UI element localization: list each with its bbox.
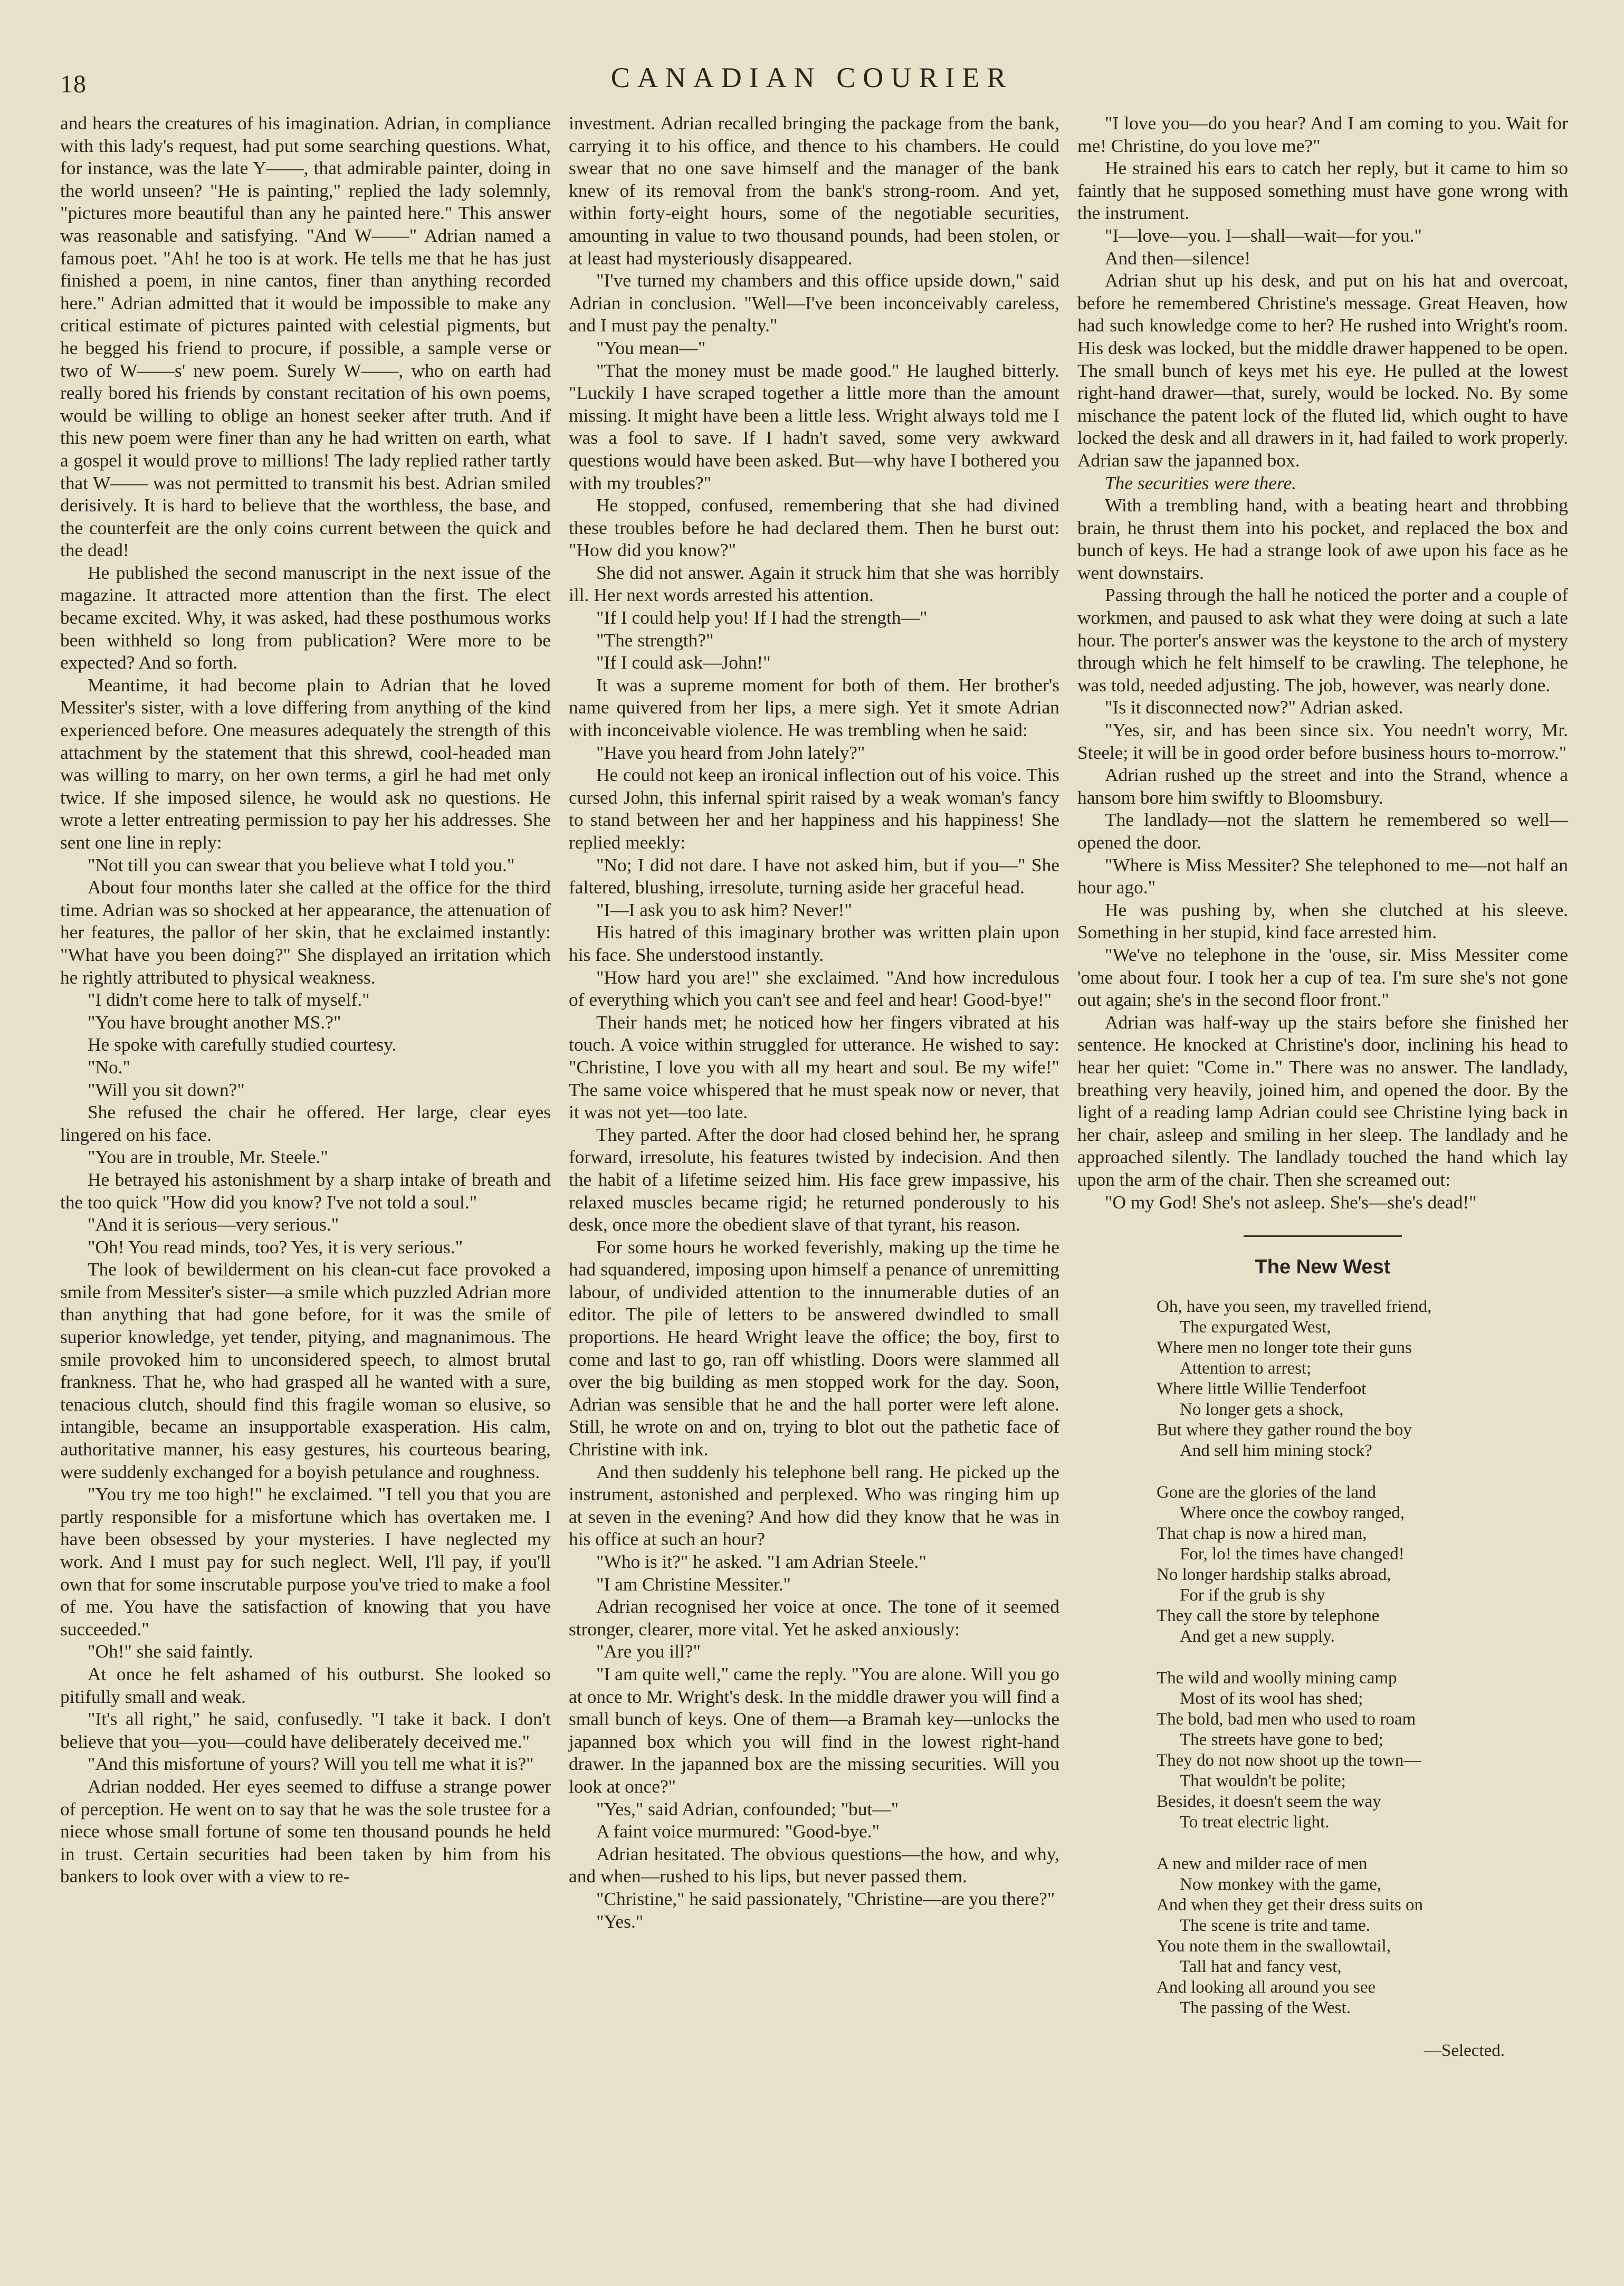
paragraph: The securities were there.: [1105, 472, 1296, 493]
paragraph: He spoke with carefully studied courtesy.: [88, 1034, 397, 1055]
paragraph: Adrian shut up his desk, and put on his hat and overcoat, before he remembered Christine's message. Great Heaven, how had such knowledge come to her? He rushed into Wright's room. His desk was locked, but the middle drawer happened to be open. The small bunch of keys met his eye. He pulled at the lowest right-hand drawer—that, surely, would be locked. No. By some mischance the patent lock of the fluted lid, which ought to have locked the desk and all drawers in it, had failed to work properly. Adrian saw the japanned box.: [1077, 270, 1568, 471]
paragraph: He could not keep an ironical inflection out of his voice. This cursed John, this infernal spirit raised by a weak woman's fancy to stand between her and her happiness and his happiness! She replied meekly:: [569, 764, 1059, 853]
paragraph: "And this misfortune of yours? Will you tell me what it is?": [88, 1753, 534, 1775]
story-conclusion: [1077, 112, 1568, 1213]
paragraph: Meantime, it had become plain to Adrian that he loved Messiter's sister, with a love differing from anything of the kind experienced before. One measures adequately the strength of this attachment by the statement that this shrewd, cool-headed man was willing to marry, on her own terms, a girl he had met only twice. If she imposed silence, he would ask no questions. He wrote a letter entreating permission to pay her his addresses. She sent one line in reply:: [60, 674, 551, 853]
paragraph: He published the second manuscript in the next issue of the magazine. It attracted more attention than the first. The elect became excited. Why, it was asked, had these posthumous works been withheld so long from publication? Were more to be expected? And so forth.: [60, 561, 551, 673]
paragraph: "You are in trouble, Mr. Steele.": [88, 1146, 328, 1168]
poem-line: Besides, it doesn't seem the way: [1157, 1792, 1381, 1811]
paragraph: His hatred of this imaginary brother was written plain upon his face. She understood instantly.: [569, 921, 1059, 965]
poem-line: You note them in the swallowtail,: [1157, 1936, 1391, 1956]
paragraph: "I—I ask you to ask him? Never!": [596, 899, 852, 920]
paragraph: "I am Christine Messiter.": [596, 1573, 791, 1595]
poem-line: And looking all around you see: [1157, 1977, 1376, 1997]
poem-line: That chap is now a hired man,: [1157, 1523, 1367, 1543]
paragraph: "No; I did not dare. I have not asked him, but if you—" She faltered, blushing, irresolute, turning aside her graceful head.: [569, 854, 1059, 898]
poem-line: But where they gather round the boy: [1157, 1420, 1412, 1440]
paragraph: "No.": [88, 1056, 130, 1078]
page-number: 18: [60, 70, 87, 98]
paragraph: "Oh! You read minds, too? Yes, it is very serious.": [88, 1236, 463, 1258]
poem-line: And get a new supply.: [1180, 1626, 1335, 1646]
text-column-1: [60, 112, 551, 1888]
paragraph: And then—silence!: [1105, 247, 1251, 269]
paragraph: "I've turned my chambers and this office upside down," said Adrian in conclusion. "Well—I've been inconceivably careless, and I must pay the penalty.": [569, 270, 1059, 336]
paragraph: At once he felt ashamed of his outburst. She looked so pitifully small and weak.: [60, 1663, 551, 1707]
paragraph: He betrayed his astonishment by a sharp intake of breath and the too quick "How did you know? I've not told a soul.": [60, 1168, 551, 1213]
paragraph: Adrian recognised her voice at once. The tone of it seemed stronger, clearer, more vital. Yet he asked anxiously:: [569, 1596, 1059, 1640]
paragraph: Adrian rushed up the street and into the Strand, whence a hansom bore him swiftly to Bloomsbury.: [1077, 764, 1568, 808]
paragraph: "You try me too high!" he exclaimed. "I tell you that you are partly responsible for a misfortune which has overtaken me. I have been obsessed by your mysteries. I have neglected my work. And I must pay for such neglect. Well, I'll pay, if you'll own that for some inscrutable purpose you've tried to make a fool of me. You have the satisfaction of knowing that you have succeeded.": [60, 1483, 551, 1640]
paragraph: "If I could ask—John!": [596, 652, 771, 673]
poem-line: Where once the cowboy ranged,: [1180, 1503, 1405, 1522]
poem-line: Attention to arrest;: [1180, 1358, 1312, 1378]
paragraph: "Is it disconnected now?" Adrian asked.: [1105, 697, 1403, 718]
text-column-2: [569, 112, 1059, 1932]
poem-line: No longer gets a shock,: [1180, 1399, 1344, 1419]
paragraph: investment. Adrian recalled bringing the package from the bank, carrying it to his office, and thence to his chambers. He could swear that no one save himself and the manager of the bank knew of its removal from the bank's strong-room. And yet, within forty-eight hours, some of the negotiable securities, amounting in value to two thousand pounds, had been stolen, or at least had mysteriously disappeared.: [569, 112, 1059, 269]
paragraph: The look of bewilderment on his clean-cut face provoked a smile from Messiter's sister—a smile which puzzled Adrian more than anything that had gone before, for it was the smile of superior knowledge, yet tender, pitying, and magnanimous. The smile provoked him to unconsidered speech, to almost brutal frankness. That he, who had grasped all he wanted with a sure, tenacious clutch, should find this fragile woman so elusive, so intangible, became an insupportable exasperation. His calm, authoritative manner, his easy gestures, his courteous bearing, were suddenly exchanged for a boyish petulance and roughness.: [60, 1259, 551, 1482]
poem-line: Oh, have you seen, my travelled friend,: [1157, 1297, 1432, 1316]
paragraph: A faint voice murmured: "Good-bye.": [596, 1821, 880, 1842]
paragraph: "If I could help you! If I had the strength—": [596, 607, 928, 628]
poem-line: The wild and woolly mining camp: [1157, 1668, 1397, 1688]
paragraph: For some hours he worked feverishly, making up the time he had squandered, imposing upon himself a penance of unremitting labour, of undivided attention to the innumerable duties of an editor. The pile of letters to be answered dwindled to small proportions. He heard Wright leave the office; the boy, first to come and last to go, ran off whistling. Doors were slammed all over the big building as men stopped work for the day. Soon, Adrian was sensible that he and the hall porter were left alone. Still, he wrote on and on, trying to blot out the pathetic face of Christine with ink.: [569, 1236, 1059, 1460]
poem-line: And sell him mining stock?: [1180, 1441, 1372, 1460]
poem-line: The streets have gone to bed;: [1180, 1730, 1383, 1749]
poem-line: They call the store by telephone: [1157, 1606, 1380, 1625]
paragraph: "How hard you are!" she exclaimed. "And how incredulous of everything which you can't see and feel and hear! Good-bye!": [569, 966, 1059, 1011]
paragraph: The landlady—not the slattern he remembered so well—opened the door.: [1077, 809, 1568, 853]
paragraph: He stopped, confused, remembering that she had divined these troubles before he had declared them. Then he burst out: "How did you know?": [569, 494, 1059, 561]
paragraph: "Will you sit down?": [88, 1079, 245, 1100]
text-column-3: [1077, 112, 1568, 2062]
poem-line: Most of its wool has shed;: [1180, 1689, 1363, 1708]
poem-line: Now monkey with the game,: [1180, 1874, 1382, 1894]
poem-line: Gone are the glories of the land: [1157, 1482, 1377, 1502]
poem-line: No longer hardship stalks abroad,: [1157, 1565, 1391, 1584]
poem-line: And when they get their dress suits on: [1157, 1895, 1424, 1914]
paragraph: With a trembling hand, with a beating heart and throbbing brain, he thrust them into his pocket, and replaced the box and bunch of keys. He had a strange look of awe upon his face as he went downstairs.: [1077, 494, 1568, 583]
poem-line: The bold, bad men who used to roam: [1157, 1709, 1416, 1729]
paragraph: and hears the creatures of his imagination. Adrian, in compliance with this lady's request, had put some searching questions. What, for instance, was the late Y——, that admirable painter, doing in the world unseen? "He is painting," replied the lady solemnly, "pictures more beautiful than any he painted here." This answer was reasonable and satisfying. "And W——" Adrian named a famous poet. "Ah! he too is at work. He tells me that he has just finished a poem, in nine cantos, finer than anything recorded here." Adrian admitted that it would be impossible to make any critical estimate of pictures painted with celestial pigments, but he begged his friend to procure, if possible, a sample verse or two of W——s' new poem. Surely W——, who on earth had really bored his friends by constant recitation of his own poems, would be willing to oblige an honest seeker after truth. And if this new poem were finer than any he had written on earth, what a gospel it would prove to millions! The lady replied rather tartly that W—— was not permitted to transmit his best. Adrian smiled derisively. It is hard to believe that the worthless, the base, and the counterfeit are the only coins current between the quick and the dead!: [60, 112, 551, 561]
paragraph: "Have you heard from John lately?": [596, 741, 865, 763]
paragraph: "We've no telephone in the 'ouse, sir. Miss Messiter come 'ome about four. I took her a cup of tea. I'm sure she's not gone out again; she's in the second floor front.": [1077, 944, 1568, 1011]
paragraph: He strained his ears to catch her reply, but it came to him so faintly that he supposed something must have gone wrong with the instrument.: [1077, 157, 1568, 224]
paragraph: "You mean—": [596, 337, 706, 358]
poem-line: The scene is trite and tame.: [1180, 1916, 1371, 1935]
poem-line: For, lo! the times have changed!: [1180, 1544, 1405, 1564]
poem-attribution: —Selected.: [1424, 2041, 1505, 2060]
poem-line: That wouldn't be polite;: [1180, 1771, 1346, 1790]
paragraph: "Who is it?" he asked. "I am Adrian Steele.": [596, 1551, 926, 1572]
poem-line: To treat electric light.: [1180, 1812, 1330, 1832]
paragraph: "Not till you can swear that you believe what I told you.": [88, 854, 515, 875]
paragraph: "Yes.": [596, 1910, 644, 1932]
poem-stanza: [1157, 1854, 1568, 2018]
paragraph: "Where is Miss Messiter? She telephoned to me—not half an hour ago.": [1077, 854, 1568, 898]
paragraph: Adrian hesitated. The obvious questions—the how, and why, and when—rushed to his lips, but never passed them.: [569, 1843, 1059, 1887]
paragraph: She refused the chair he offered. Her large, clear eyes lingered on his face.: [60, 1101, 551, 1145]
section-divider: [1244, 1235, 1402, 1237]
poem-line: Tall hat and fancy vest,: [1180, 1957, 1342, 1976]
poem-line: The expurgated West,: [1180, 1317, 1331, 1337]
paragraph: Passing through the hall he noticed the porter and a couple of workmen, and paused to ask what they were doing at such a late hour. The porter's answer was the keystone to the arch of mystery through which he felt himself to be crawling. The telephone, he was told, needed adjusting. The job, however, was nearly done.: [1077, 584, 1568, 696]
poem-line: The passing of the West.: [1180, 1998, 1351, 2017]
poem-stanza: [1157, 1668, 1568, 1833]
paragraph: "Yes," said Adrian, confounded; "but—": [596, 1798, 899, 1820]
poem-line: A new and milder race of men: [1157, 1854, 1368, 1873]
paragraph: "Christine," he said passionately, "Christine—are you there?": [596, 1888, 1055, 1909]
paragraph: "It's all right," he said, confusedly. "I take it back. I don't believe that you—you—could have deliberately deceived me.": [60, 1708, 551, 1752]
paragraph: "Yes, sir, and has been since six. You needn't worry, Mr. Steele; it will be in good order before business hours to-morrow.": [1077, 719, 1568, 763]
poem-line: For if the grub is shy: [1180, 1585, 1325, 1605]
paragraph: "You have brought another MS.?": [88, 1011, 341, 1033]
poem-title: The New West: [1255, 1256, 1391, 1279]
paragraph: "I am quite well," came the reply. "You are alone. Will you go at once to Mr. Wright's desk. In the middle drawer you will find a small bunch of keys. One of them—a Bramah key—unlocks the japanned box which you will find in the lowest right-hand drawer. In the japanned box are the missing securities. Will you look at once?": [569, 1663, 1059, 1797]
poem-body: [1077, 1297, 1568, 2018]
running-head: CANADIAN COURIER: [610, 62, 1014, 93]
poem-line: They do not now shoot up the town—: [1157, 1750, 1421, 1770]
paragraph: "That the money must be made good." He laughed bitterly. "Luckily I have scraped together a little more than the amount missing. It might have been a little less. Wright always told me I was a fool to save. If I hadn't saved, some very awkward questions would have been asked. But—why have I bothered you with my troubles?": [569, 359, 1059, 493]
paragraph: "Oh!" she said faintly.: [88, 1641, 253, 1662]
paragraph: About four months later she called at the office for the third time. Adrian was so shocked at her appearance, the attenuation of her features, the pallor of her skin, that he exclaimed instantly: "What have you been doing?" She displayed an irritation which he rightly attributed to physical weakness.: [60, 877, 551, 988]
paragraph: "I didn't come here to talk of myself.": [88, 989, 370, 1011]
paragraph: Their hands met; he noticed how her fingers vibrated at his touch. A voice within struggled for utterance. He wished to say: "Christine, I love you with all my heart and soul. Be my wife!" The same voice whispered that he must speak now or never, that it was not yet—too late.: [569, 1011, 1059, 1123]
paragraph: And then suddenly his telephone bell rang. He picked up the instrument, astonished and perplexed. Who was ringing him up at seven in the evening? And how did they know that he was in his office at such an hour?: [569, 1461, 1059, 1550]
paragraph: "I love you—do you hear? And I am coming to you. Wait for me! Christine, do you love me?": [1077, 112, 1568, 156]
poem-line: Where men no longer tote their guns: [1157, 1338, 1412, 1357]
paragraph: "The strength?": [596, 629, 714, 651]
paragraph: They parted. After the door had closed behind her, he sprang forward, irresolute, his features twisted by indecision. And then the habit of a lifetime seized him. His face grew impassive, his relaxed muscles became rigid; he returned ponderously to his desk, once more the obedient slave of that tyrant, his reason.: [569, 1123, 1059, 1235]
poem-stanza: [1157, 1297, 1568, 1461]
paragraph: "O my God! She's not asleep. She's—she's dead!": [1105, 1191, 1477, 1213]
poem-line: Where little Willie Tenderfoot: [1157, 1379, 1367, 1398]
paragraph: "Are you ill?": [596, 1641, 701, 1662]
paragraph: "And it is serious—very serious.": [88, 1214, 339, 1235]
paragraph: She did not answer. Again it struck him that she was horribly ill. Her next words arrested his attention.: [569, 561, 1059, 606]
paragraph: He was pushing by, when she clutched at his sleeve. Something in her stupid, kind face arrested him.: [1077, 899, 1568, 943]
poem-stanza: [1157, 1482, 1568, 1647]
paragraph: It was a supreme moment for both of them. Her brother's name quivered from her lips, a mere sigh. Yet it smote Adrian with inconceivable violence. He was trembling when he said:: [569, 674, 1059, 741]
paragraph: Adrian was half-way up the stairs before she finished her sentence. He knocked at Christine's door, inclining his head to hear her quiet: "Come in." There was no answer. The landlady, breathing very heavily, joined him, and opened the door. By the light of a reading lamp Adrian could see Christine lying back in her chair, asleep and smiling in her sleep. The landlady and he approached silently. The landlady touched the hand which lay upon the arm of the chair. Then she screamed out:: [1077, 1011, 1568, 1190]
paragraph: Adrian nodded. Her eyes seemed to diffuse a strange power of perception. He went on to say that he was the sole trustee for a niece whose small fortune of some ten thousand pounds he held in trust. Certain securities had been taken by him from his bankers to look over with a view to re-: [60, 1775, 551, 1887]
paragraph: "I—love—you. I—shall—wait—for you.": [1105, 224, 1422, 246]
